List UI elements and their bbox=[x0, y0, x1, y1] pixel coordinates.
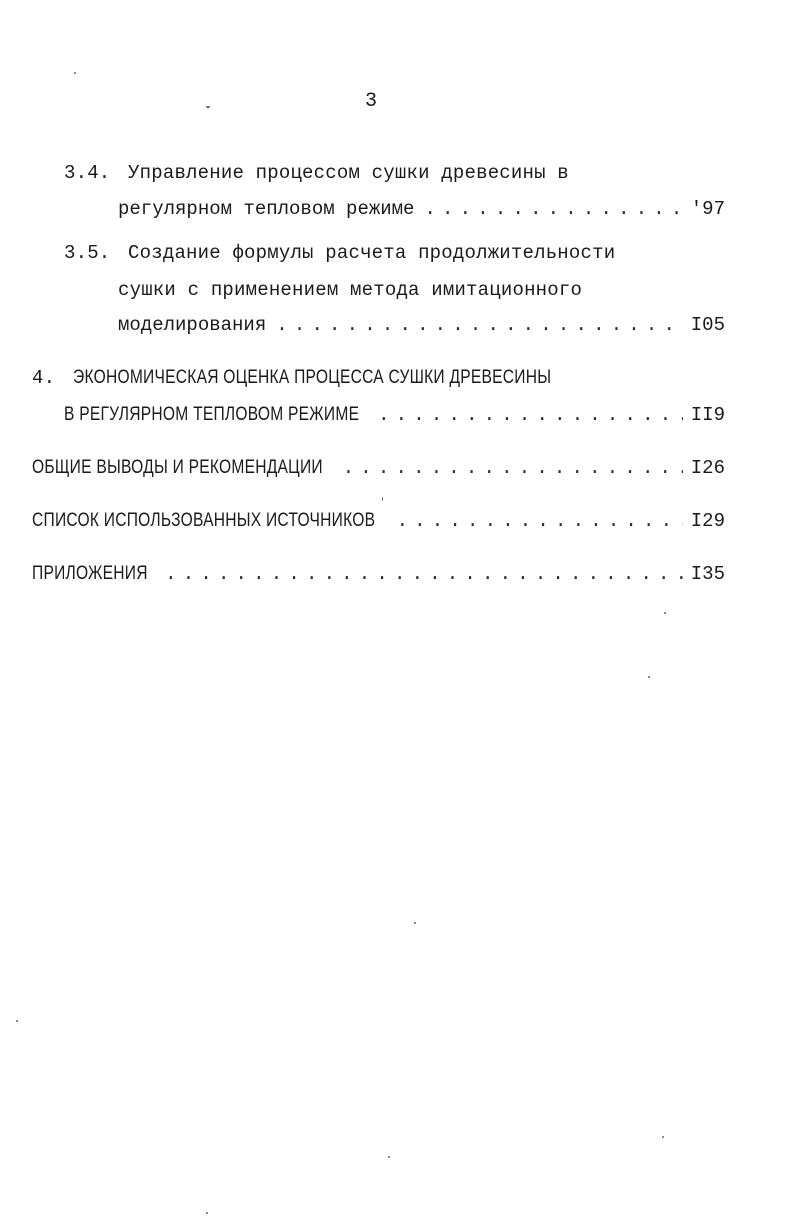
toc-entry-references-title: СПИСОК ИСПОЛЬЗОВАННЫХ ИСТОЧНИКОВ bbox=[32, 510, 376, 531]
toc-entry-appendices-page: I35 bbox=[690, 563, 725, 585]
dot-leader bbox=[397, 510, 683, 532]
scan-speck bbox=[648, 676, 650, 678]
toc-entry-3-5-title: Создание формулы расчета продолжительности bbox=[128, 242, 616, 264]
scan-speck bbox=[662, 1136, 664, 1138]
toc-entry-3-4-number: 3.4. bbox=[64, 162, 111, 184]
toc-entry-3-5-page: I05 bbox=[690, 314, 725, 336]
toc-entry-4-leader-row bbox=[64, 404, 725, 426]
toc-entry-references bbox=[32, 510, 725, 532]
toc-entry-appendices-title: ПРИЛОЖЕНИЯ bbox=[32, 563, 148, 584]
dot-leader bbox=[424, 198, 682, 220]
toc-entry-3-5-line2: сушки с применением метода имитационного bbox=[118, 279, 583, 301]
toc-entry-3-4-leader-row bbox=[118, 198, 725, 220]
toc-entry-conclusions bbox=[32, 457, 725, 479]
page-number: 3 bbox=[365, 90, 378, 113]
toc-entry-4-number: 4. bbox=[32, 367, 56, 389]
scan-speck bbox=[382, 497, 383, 501]
scan-speck bbox=[414, 922, 416, 924]
scan-speck bbox=[16, 1020, 18, 1022]
scan-speck bbox=[206, 1212, 208, 1214]
toc-entry-appendices bbox=[32, 563, 725, 585]
toc-entry-3-4-title-cont: регулярном тепловом режиме bbox=[118, 198, 415, 220]
dot-leader bbox=[276, 314, 683, 336]
scan-speck bbox=[664, 612, 666, 614]
toc-entry-references-page: I29 bbox=[690, 510, 725, 532]
toc-entry-3-4-page: '97 bbox=[690, 198, 725, 220]
toc-entry-3-5-title-cont: моделирования bbox=[118, 314, 267, 336]
toc-entry-4-title-cont: В РЕГУЛЯРНОМ ТЕПЛОВОМ РЕЖИМЕ bbox=[64, 404, 360, 425]
scan-speck bbox=[206, 106, 210, 108]
scan-speck bbox=[388, 1156, 390, 1158]
dot-leader bbox=[378, 404, 683, 426]
scan-speck bbox=[74, 72, 76, 74]
toc-entry-3-5-line1 bbox=[64, 242, 615, 264]
toc-entry-3-5-number: 3.5. bbox=[64, 242, 111, 264]
dot-leader bbox=[343, 457, 683, 479]
toc-entry-conclusions-title: ОБЩИЕ ВЫВОДЫ И РЕКОМЕНДАЦИИ bbox=[32, 457, 323, 478]
toc-entry-4-line1 bbox=[32, 367, 656, 389]
toc-entry-4-page: II9 bbox=[690, 404, 725, 426]
toc-entry-3-4-title: Управление процессом сушки древесины в bbox=[128, 162, 569, 184]
toc-entry-4-title: ЭКОНОМИЧЕСКАЯ ОЦЕНКА ПРОЦЕССА СУШКИ ДРЕВЕСИНЫ bbox=[72, 367, 552, 388]
toc-entry-3-4-line1 bbox=[64, 162, 569, 184]
toc-entry-conclusions-page: I26 bbox=[690, 457, 725, 479]
toc-entry-3-5-leader-row bbox=[118, 314, 725, 336]
dot-leader bbox=[165, 563, 683, 585]
